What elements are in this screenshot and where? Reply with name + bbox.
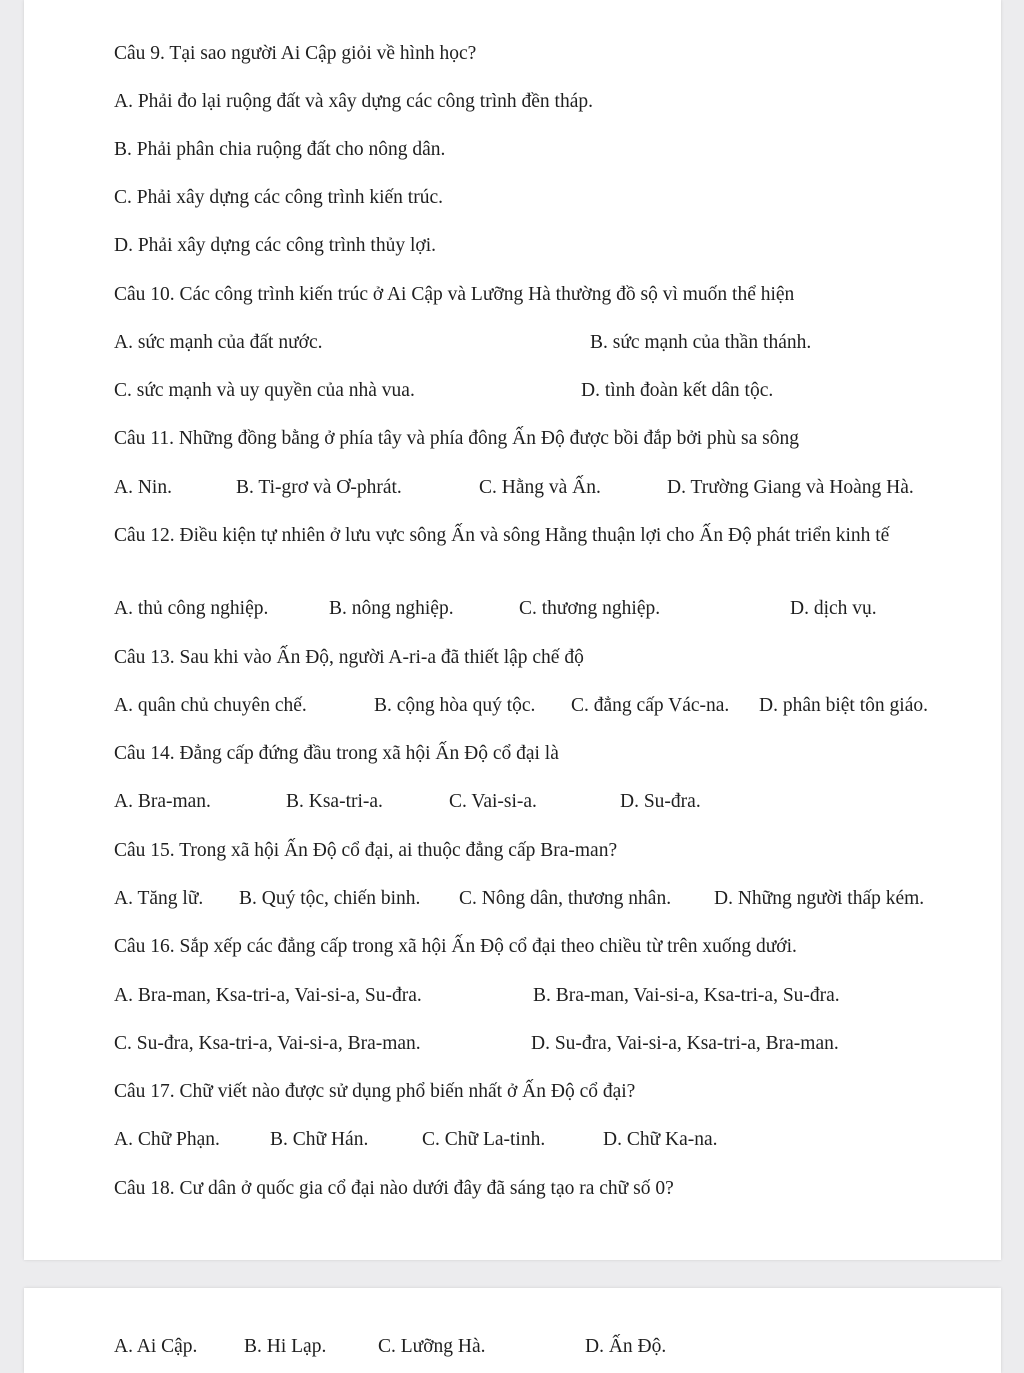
question-14-option-c: C. Vai-si-a.: [449, 791, 537, 812]
question-12-option-b: B. nông nghiệp.: [329, 598, 454, 619]
question-15-stem: Câu 15. Trong xã hội Ấn Độ cổ đại, ai thuộc đẳng cấp Bra-man?: [114, 840, 618, 861]
question-10-option-c: C. sức mạnh và uy quyền của nhà vua.: [114, 380, 415, 401]
question-11-option-b: B. Ti-grơ và Ơ-phrát.: [236, 477, 402, 498]
question-10-option-b: B. sức mạnh của thần thánh.: [590, 332, 812, 353]
question-17-option-b: B. Chữ Hán.: [270, 1129, 369, 1150]
question-18-option-a: A. Ai Cập.: [114, 1336, 198, 1357]
question-17-stem: Câu 17. Chữ viết nào được sử dụng phổ biến nhất ở Ấn Độ cổ đại?: [114, 1081, 636, 1102]
question-14-option-b: B. Ksa-tri-a.: [286, 791, 383, 812]
question-12-option-c: C. thương nghiệp.: [519, 598, 661, 619]
question-18-option-c: C. Lưỡng Hà.: [378, 1336, 486, 1357]
question-9-option-d: D. Phải xây dựng các công trình thủy lợi.: [114, 235, 436, 256]
document-page-2: [24, 1288, 1001, 1373]
question-13-stem: Câu 13. Sau khi vào Ấn Độ, người A-ri-a đã thiết lập chế độ: [114, 647, 584, 668]
question-11-option-a: A. Nin.: [114, 477, 172, 498]
question-11-option-c: C. Hằng và Ấn.: [479, 477, 601, 498]
question-15-option-b: B. Quý tộc, chiến binh.: [239, 888, 421, 909]
question-15-option-c: C. Nông dân, thương nhân.: [459, 888, 672, 909]
question-17-option-d: D. Chữ Ka-na.: [603, 1129, 718, 1150]
question-9-stem: Câu 9. Tại sao người Ai Cập giỏi về hình học?: [114, 43, 477, 64]
question-16-option-b: B. Bra-man, Vai-si-a, Ksa-tri-a, Su-đra.: [533, 985, 840, 1006]
question-16-option-d: D. Su-đra, Vai-si-a, Ksa-tri-a, Bra-man.: [531, 1033, 839, 1054]
question-17-option-c: C. Chữ La-tinh.: [422, 1129, 546, 1150]
question-17-option-a: A. Chữ Phạn.: [114, 1129, 220, 1150]
question-13-option-b: B. cộng hòa quý tộc.: [374, 695, 536, 716]
question-15-option-d: D. Những người thấp kém.: [714, 888, 925, 909]
question-14-option-a: A. Bra-man.: [114, 791, 211, 812]
question-13-option-a: A. quân chủ chuyên chế.: [114, 695, 307, 716]
question-10-stem: Câu 10. Các công trình kiến trúc ở Ai Cập và Lưỡng Hà thường đồ sộ vì muốn thể hiện: [114, 284, 795, 305]
question-18-stem: Câu 18. Cư dân ở quốc gia cổ đại nào dưới đây đã sáng tạo ra chữ số 0?: [114, 1178, 674, 1199]
question-10-option-d: D. tình đoàn kết dân tộc.: [581, 380, 774, 401]
question-18-option-b: B. Hi Lạp.: [244, 1336, 327, 1357]
question-16-option-c: C. Su-đra, Ksa-tri-a, Vai-si-a, Bra-man.: [114, 1033, 421, 1054]
question-15-option-a: A. Tăng lữ.: [114, 888, 204, 909]
question-12-option-d: D. dịch vụ.: [790, 598, 877, 619]
question-9-option-b: B. Phải phân chia ruộng đất cho nông dân.: [114, 139, 446, 160]
question-16-option-a: A. Bra-man, Ksa-tri-a, Vai-si-a, Su-đra.: [114, 985, 422, 1006]
question-18-option-d: D. Ấn Độ.: [585, 1336, 667, 1357]
question-11-stem: Câu 11. Những đồng bằng ở phía tây và phía đông Ấn Độ được bồi đắp bởi phù sa sông: [114, 428, 800, 449]
question-9-option-c: C. Phải xây dựng các công trình kiến trúc.: [114, 187, 443, 208]
question-12-option-a: A. thủ công nghiệp.: [114, 598, 269, 619]
question-14-option-d: D. Su-đra.: [620, 791, 701, 812]
question-10-option-a: A. sức mạnh của đất nước.: [114, 332, 323, 353]
question-12-stem: Câu 12. Điều kiện tự nhiên ở lưu vực sông Ấn và sông Hằng thuận lợi cho Ấn Độ phát triển kinh tế: [114, 525, 890, 546]
question-13-option-d: D. phân biệt tôn giáo.: [759, 695, 928, 716]
question-16-stem: Câu 16. Sắp xếp các đẳng cấp trong xã hội Ấn Độ cổ đại theo chiều từ trên xuống dưới.: [114, 936, 797, 957]
question-9-option-a: A. Phải đo lại ruộng đất và xây dựng các công trình đền tháp.: [114, 91, 593, 112]
question-14-stem: Câu 14. Đẳng cấp đứng đầu trong xã hội Ấn Độ cổ đại là: [114, 743, 559, 764]
question-11-option-d: D. Trường Giang và Hoàng Hà.: [667, 477, 914, 498]
question-13-option-c: C. đẳng cấp Vác-na.: [571, 695, 730, 716]
document-page-1: [24, 0, 1001, 1260]
